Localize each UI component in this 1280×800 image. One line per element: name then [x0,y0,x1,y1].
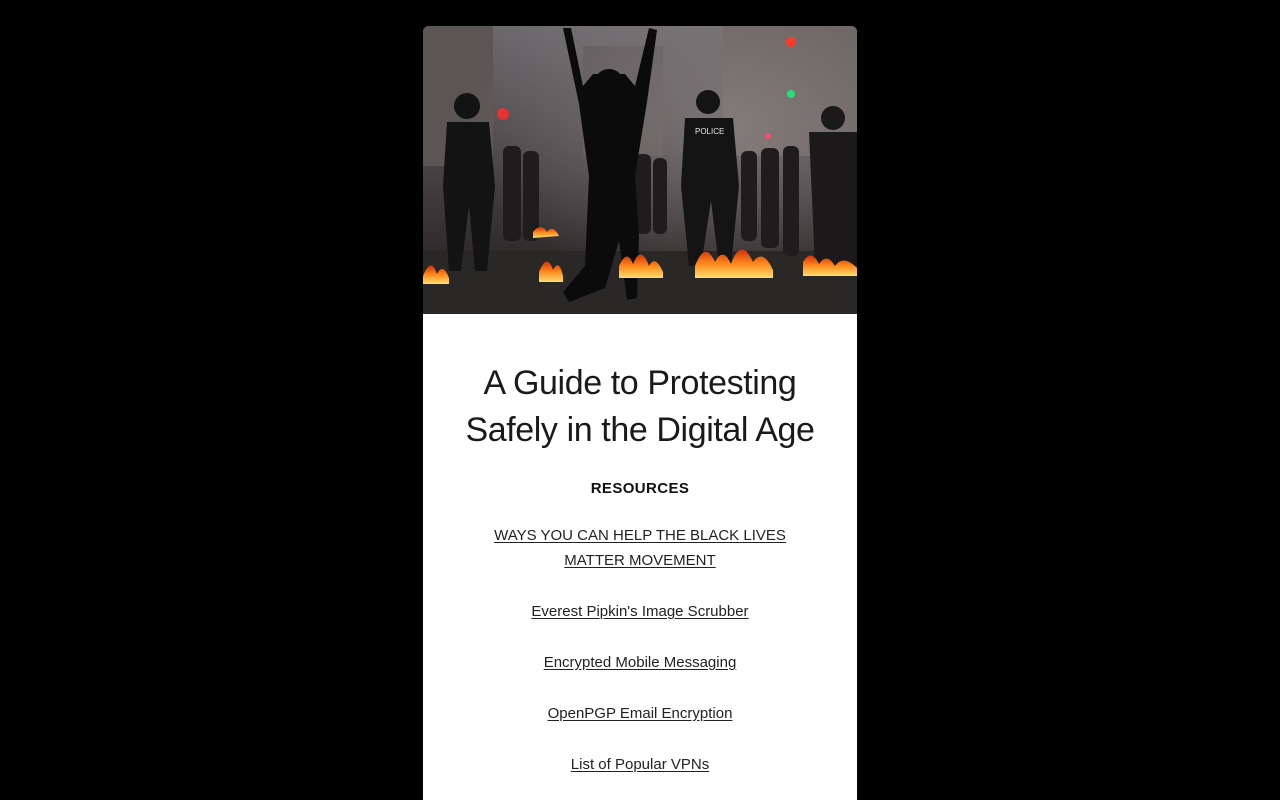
svg-text:POLICE: POLICE [695,127,725,136]
link-image-scrubber[interactable]: Everest Pipkin's Image Scrubber [531,603,749,620]
article-card [423,26,857,800]
list-item [443,599,837,624]
link-openpgp-encryption[interactable]: OpenPGP Email Encryption [547,705,733,722]
list-item [443,752,837,777]
resource-links [443,523,837,777]
link-help-black-lives-matter[interactable]: WAYS YOU CAN HELP THE BLACK LIVES MATTER MOVEMENT [494,527,786,569]
link-popular-vpns[interactable]: List of Popular VPNs [570,756,710,773]
list-item [443,523,837,573]
resources-heading: RESOURCES [590,480,690,497]
list-item [443,650,837,675]
article-content [423,314,857,777]
page-title: A Guide to Protesting Safely in the Digital Age [465,364,815,449]
link-encrypted-messaging[interactable]: Encrypted Mobile Messaging [543,654,737,671]
hero-image [423,26,857,314]
list-item [443,701,837,726]
